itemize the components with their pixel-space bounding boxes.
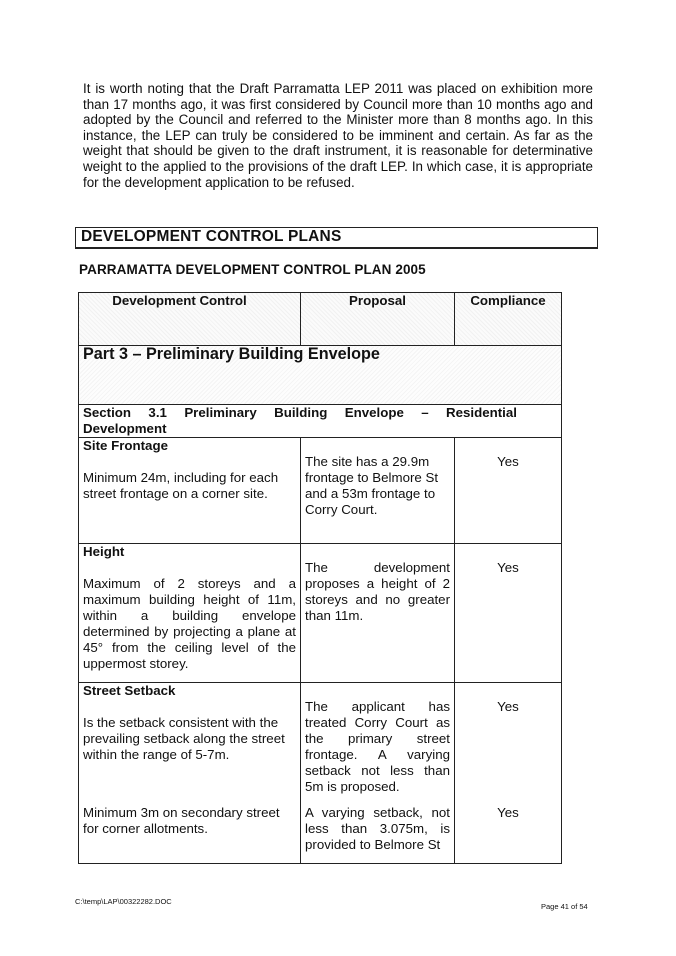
proposal-text: The site has a 29.9m frontage to Belmore St and a 53m frontage to Corry Court. — [305, 454, 439, 517]
proposal-text: The applicant has treated Corry Court as the primary street frontage. A varying setback not less than 5m is proposed. — [305, 699, 450, 794]
intro-paragraph: It is worth noting that the Draft Parramatta LEP 2011 was placed on exhibition more than 17 months ago, it was first considered by Council more than 10 months ago and adopted by the Council and referred to the Minister more than 8 months ago. In this instance, the LEP can truly be considered to be imminent and certain. As far as the weight that should be given to the draft instrument, it is reasonable for determinative weight to the applied to the provisions of the draft LEP. In which case, it is appropriate for the development application to be refused. — [83, 81, 593, 190]
compliance-text: Yes — [497, 454, 519, 469]
control-cell — [79, 544, 301, 683]
proposal-cell — [301, 683, 455, 806]
proposal-cell — [301, 438, 455, 544]
table-row — [79, 683, 562, 806]
control-cell — [79, 683, 301, 806]
footer-file-path: C:\temp\LAP\00322282.DOC — [75, 897, 172, 906]
section-title-row — [79, 405, 562, 438]
compliance-cell — [455, 683, 562, 806]
compliance-cell — [455, 438, 562, 544]
footer-page-number: Page 41 of 54 — [541, 902, 588, 911]
section-heading: DEVELOPMENT CONTROL PLANS — [81, 228, 342, 245]
control-text: Is the setback consistent with the prevailing setback along the street within the range of 5-7m. — [83, 715, 285, 762]
row-label: Site Frontage — [83, 438, 168, 453]
table-row — [79, 805, 562, 864]
compliance-text: Yes — [497, 805, 519, 820]
compliance-text: Yes — [497, 699, 519, 714]
proposal-cell — [301, 805, 455, 864]
proposal-cell — [301, 544, 455, 683]
proposal-text: A varying setback, not less than 3.075m, is provided to Belmore St — [305, 805, 450, 852]
control-cell — [79, 805, 301, 864]
control-text: Minimum 24m, including for each street frontage on a corner site. — [83, 470, 279, 501]
table-row — [79, 438, 562, 544]
compliance-cell — [455, 544, 562, 683]
development-control-table — [78, 292, 562, 864]
header-development-control: Development Control — [79, 293, 301, 346]
dcp-subheading: PARRAMATTA DEVELOPMENT CONTROL PLAN 2005 — [79, 262, 426, 277]
compliance-cell — [455, 805, 562, 864]
control-text: Minimum 3m on secondary street for corner allotments. — [83, 805, 280, 836]
table-row — [79, 544, 562, 683]
header-proposal: Proposal — [301, 293, 455, 346]
control-cell — [79, 438, 301, 544]
row-label: Height — [83, 544, 125, 559]
control-text: Maximum of 2 storeys and a maximum building height of 11m, within a building envelope determined by projecting a plane at 45° from the ceiling level of the uppermost storey. — [83, 576, 296, 671]
part-title-row — [79, 346, 562, 405]
proposal-text: The development proposes a height of 2 storeys and no greater than 11m. — [305, 560, 450, 623]
table-header-row — [79, 293, 562, 346]
section-title: Section 3.1 Preliminary Building Envelope – Residential Development — [79, 405, 562, 438]
part-title: Part 3 – Preliminary Building Envelope — [79, 346, 562, 405]
compliance-text: Yes — [497, 560, 519, 575]
header-compliance: Compliance — [455, 293, 562, 346]
row-label: Street Setback — [83, 683, 176, 698]
section-heading-box — [75, 227, 598, 249]
